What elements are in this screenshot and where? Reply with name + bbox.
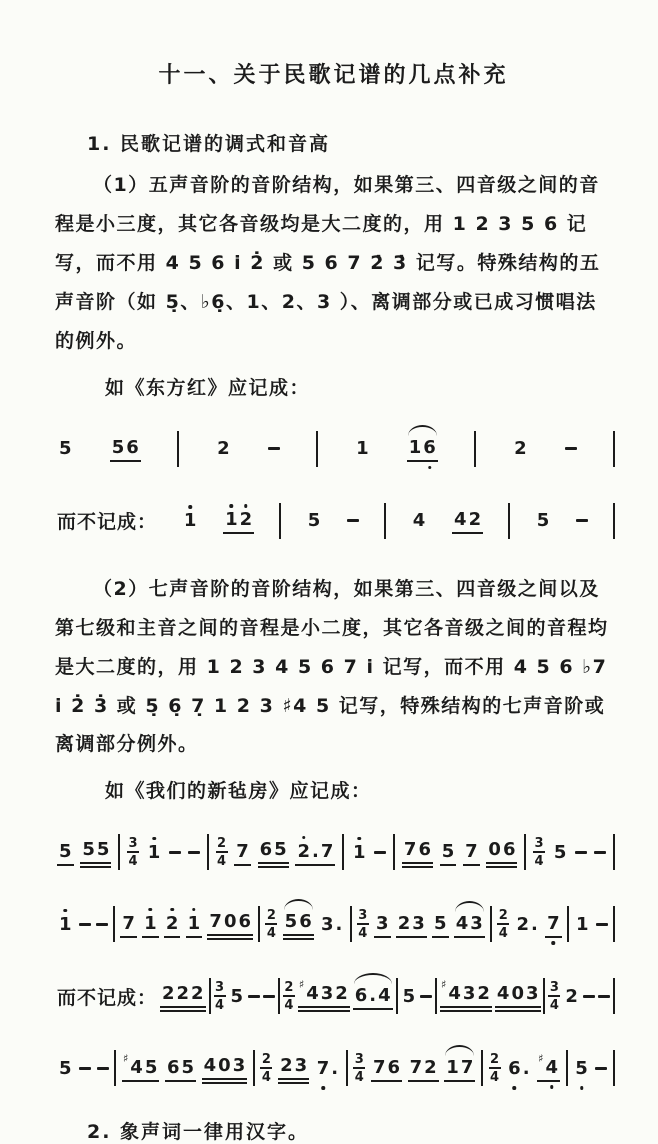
note: 0 6: [486, 837, 517, 868]
time-signature: 3 4: [534, 835, 544, 869]
note: 6 . 4: [353, 983, 393, 1010]
note: 7: [120, 911, 137, 938]
barline: [543, 978, 545, 1014]
music-label: 而不记成：: [57, 986, 158, 1009]
dash: [374, 851, 386, 855]
note: 1: [356, 438, 369, 460]
note: 5: [553, 841, 567, 863]
dash: [169, 851, 181, 855]
dash: [595, 1067, 607, 1071]
dash: [347, 519, 359, 523]
music-line-xinzhanfang-correct-1: [57, 829, 615, 875]
note: 3 .: [320, 913, 343, 935]
time-signature: 3 4: [214, 979, 225, 1013]
note: ♯ 4 3 2: [298, 981, 350, 1012]
barline: [342, 834, 344, 870]
barline: [566, 1050, 568, 1086]
dash: [79, 923, 91, 927]
note: 2: [514, 438, 527, 460]
barline: [346, 1050, 348, 1086]
note: 2: [217, 438, 230, 460]
note: 5: [59, 1057, 72, 1079]
note: 5: [575, 1057, 588, 1079]
note: 2 .: [516, 913, 538, 935]
dash: [97, 1067, 109, 1071]
barline: [567, 906, 569, 942]
note: 7 0 6: [207, 909, 253, 940]
time-signature: 3 4: [128, 835, 138, 869]
note: 5 6: [110, 435, 141, 462]
barline: [481, 1050, 483, 1086]
barline: [384, 503, 386, 539]
dash: [575, 851, 587, 855]
note: 2 . 7: [295, 839, 335, 866]
music-line-xinzhanfang-correct-2: [57, 901, 615, 947]
barline: [613, 978, 615, 1014]
time-signature: 3 4: [354, 1051, 364, 1085]
page-title: 十一、关于民歌记谱的几点补充: [158, 63, 509, 88]
dash: [79, 1067, 91, 1071]
note: 6 5: [258, 837, 289, 868]
barline: [207, 834, 209, 870]
barline: [209, 978, 211, 1014]
note: 5: [402, 985, 416, 1007]
note: 1: [576, 913, 589, 935]
note: ♯ 4 5: [122, 1055, 159, 1082]
dash: [583, 995, 595, 999]
note: ♯ 4 3 2: [440, 981, 492, 1012]
barline: [316, 431, 318, 467]
music-line-xinzhanfang-wrong-1: [57, 973, 615, 1019]
note: 6 .: [508, 1057, 530, 1079]
barline: [393, 834, 395, 870]
note: 5: [307, 510, 321, 532]
time-signature: 2 4: [498, 907, 508, 941]
note: 5 5: [80, 837, 111, 868]
dash: [420, 995, 432, 999]
barline: [279, 503, 281, 539]
note: 7: [463, 839, 480, 866]
barline: [613, 906, 615, 942]
note: 1: [147, 841, 161, 863]
barline: [113, 906, 115, 942]
note: 5: [432, 911, 449, 938]
section-2-heading: 2. 象声词一律用汉字。: [87, 1121, 310, 1144]
note: 4 0 3: [202, 1053, 248, 1084]
note: 5: [230, 985, 244, 1007]
time-signature: 2 4: [261, 1051, 271, 1085]
barline: [508, 503, 510, 539]
barline: [114, 1050, 116, 1086]
note: 2: [164, 911, 181, 938]
barline: [118, 834, 120, 870]
dash: [268, 447, 280, 451]
music-label: 而不记成：: [57, 511, 158, 534]
note: 5 6: [283, 909, 314, 940]
time-signature: 2 4: [266, 907, 276, 941]
barline: [613, 834, 615, 870]
dash: [598, 995, 610, 999]
barline: [177, 431, 179, 467]
dash: [576, 519, 588, 523]
dongfanghong-lead: 如《东方红》应记成：: [105, 376, 311, 399]
dash: [565, 447, 577, 451]
dash: [248, 995, 260, 999]
time-signature: 2 4: [490, 1051, 500, 1085]
barline: [278, 978, 280, 1014]
barline: [253, 1050, 255, 1086]
time-signature: 2 4: [216, 835, 227, 869]
note: ♯ 4: [537, 1055, 560, 1082]
note: 3: [374, 911, 391, 938]
dash: [594, 851, 606, 855]
note: 7 6: [402, 837, 433, 868]
barline: [524, 834, 526, 870]
note: 1: [352, 841, 366, 863]
music-line-dongfanghong-wrong: [57, 498, 615, 544]
barline: [490, 906, 492, 942]
note: 5: [440, 839, 457, 866]
note: 4 3: [454, 911, 485, 938]
xinzhanfang-lead: 如《我们的新毡房》应记成：: [105, 780, 372, 803]
barline: [396, 978, 398, 1014]
note: 7: [545, 911, 562, 938]
dash: [263, 995, 275, 999]
note: 1 7: [444, 1055, 475, 1082]
note: 5: [536, 510, 550, 532]
note: 2 3: [278, 1053, 309, 1084]
time-signature: 3 4: [358, 907, 368, 941]
note: 1: [59, 913, 72, 935]
note: 1 6: [407, 435, 438, 462]
note: 6 5: [165, 1055, 196, 1082]
note: 1: [142, 911, 159, 938]
note: 4 2: [452, 507, 483, 534]
note: 4 0 3: [495, 981, 541, 1012]
time-signature: 3 4: [549, 979, 559, 1013]
dash: [596, 923, 608, 927]
note: 1: [183, 510, 197, 532]
dash: [96, 923, 108, 927]
para-pentatonic: （1）五声音阶的音阶结构，如果第三、四音级之间的音程是小三度，其它各音级均是大二度的，用 1 2 3 5 6 记写，而不用 4 5 6 i 2̇ 或 5 6 7 2̇ 3̇ 记写。特殊结构的五声音阶（如 5̣、♭6̣、1、2、3 ）、离调部分或已成习惯唱法的例外。: [55, 174, 601, 352]
barline: [435, 978, 437, 1014]
note: 2 3: [396, 911, 427, 938]
barline: [258, 906, 260, 942]
barline: [474, 431, 476, 467]
music-line-dongfanghong-correct: [57, 426, 615, 472]
note: 4: [412, 510, 426, 532]
barline: [613, 503, 615, 539]
note: 7 2: [408, 1055, 439, 1082]
barline: [613, 431, 615, 467]
barline: [350, 906, 352, 942]
note: 2: [565, 985, 578, 1007]
music-line-xinzhanfang-wrong-2: [57, 1045, 615, 1091]
barline: [613, 1050, 615, 1086]
para-heptatonic: （2）七声音阶的音阶结构，如果第三、四音级之间以及第七级和主音之间的音程是小二度，其它各音级之间的音程均是大二度的，用 1 2 3 4 5 6 7 i 记写，而不用 4 5 6 ♭7 i 2̇ 3̇ 或 5̣ 6̣ 7̣ 1 2 3 ♯4 5 记写，特殊结构的七声音阶或离调部分例外。: [55, 577, 609, 756]
note: 5: [57, 839, 74, 866]
note: 5: [59, 438, 72, 460]
dash: [188, 851, 200, 855]
note: 7 6: [371, 1055, 402, 1082]
note: 1: [186, 911, 203, 938]
note: 7: [234, 839, 251, 866]
time-signature: 2 4: [284, 979, 294, 1013]
section-1-heading: 1. 民歌记谱的调式和音高: [87, 133, 331, 155]
note: 7 .: [316, 1057, 339, 1079]
note: 2 2 2: [160, 981, 206, 1012]
note: 1 2: [223, 507, 254, 534]
